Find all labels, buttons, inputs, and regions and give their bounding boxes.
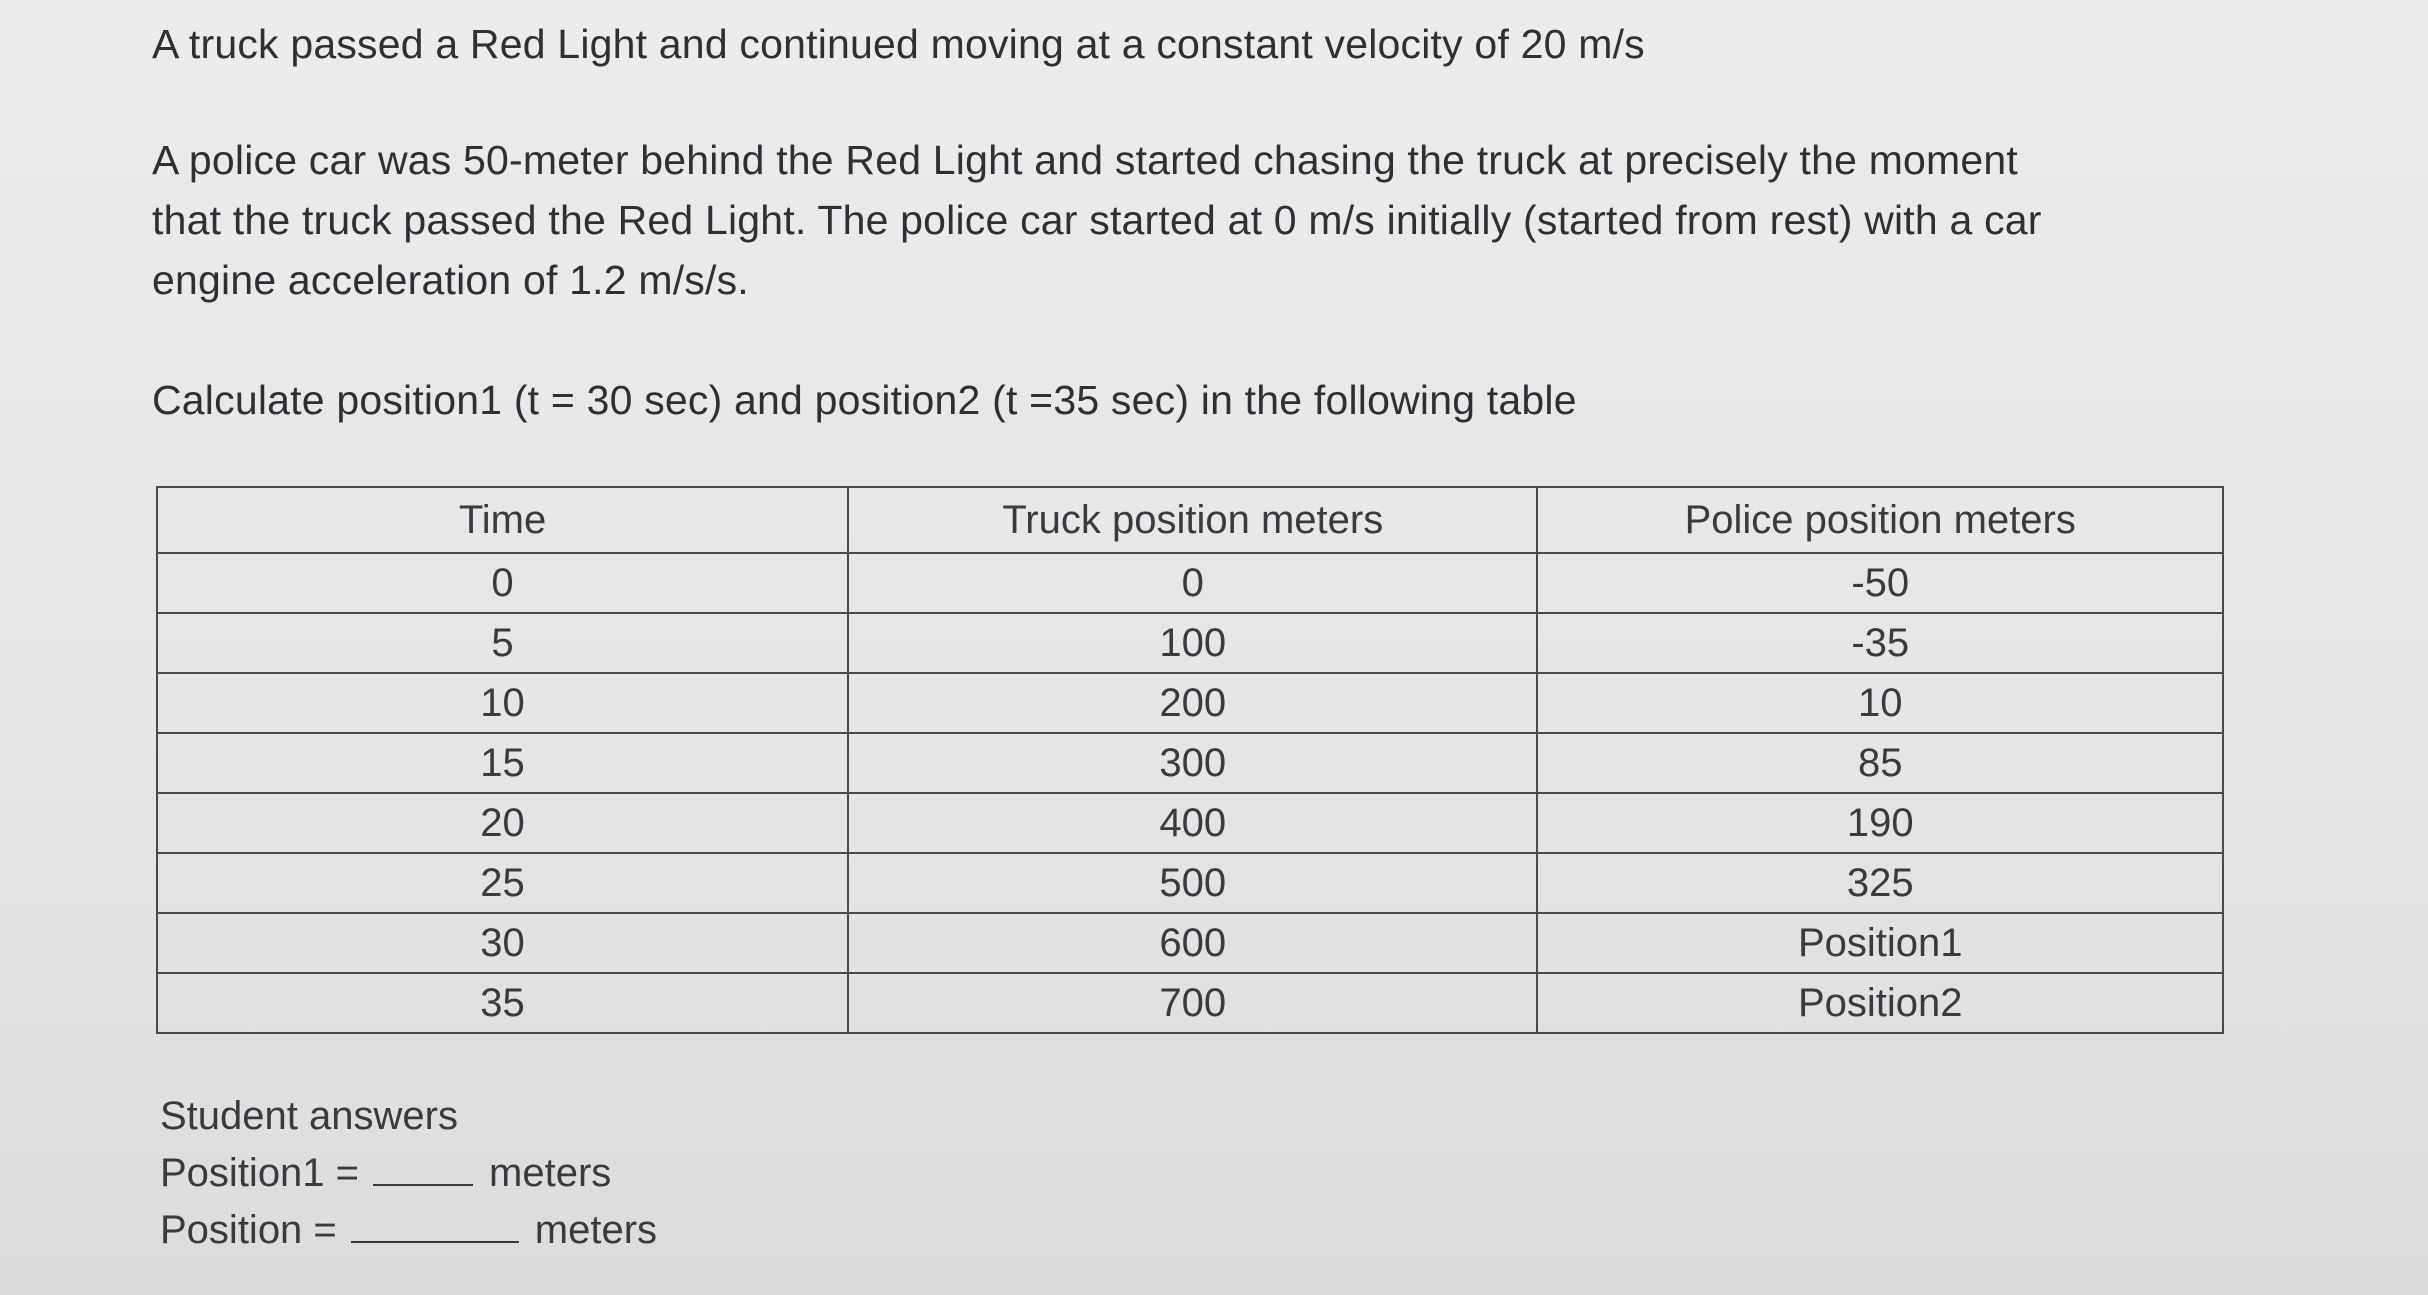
header-police-position: Police position meters — [1537, 487, 2223, 553]
police-position-cell: Position1 — [1537, 913, 2223, 973]
police-text-line: engine acceleration of 1.2 m/s/s. — [152, 257, 749, 303]
instruction-text: Calculate position1 (t = 30 sec) and position2 (t =35 sec) in the following table — [152, 377, 1577, 423]
position-table — [156, 486, 2224, 1034]
truck-position-cell: 300 — [848, 733, 1537, 793]
time-cell: 0 — [157, 553, 848, 613]
police-position-cell: 190 — [1537, 793, 2223, 853]
table-row — [157, 553, 2223, 613]
table-row — [157, 853, 2223, 913]
truck-position-cell: 600 — [848, 913, 1537, 973]
table-row — [157, 673, 2223, 733]
answers-heading: Student answers — [160, 1094, 458, 1138]
time-cell: 5 — [157, 613, 848, 673]
police-position-cell: Position2 — [1537, 973, 2223, 1033]
police-position-cell: 325 — [1537, 853, 2223, 913]
time-cell: 35 — [157, 973, 848, 1033]
police-position-cell: -50 — [1537, 553, 2223, 613]
police-position-cell: 85 — [1537, 733, 2223, 793]
time-cell: 10 — [157, 673, 848, 733]
position2-label: Position = — [160, 1208, 337, 1252]
position1-blank[interactable] — [373, 1144, 473, 1186]
table-header-row — [157, 487, 2223, 553]
problem-statement-truck: A truck passed a Red Light and continued moving at a constant velocity of 20 m/s — [152, 21, 1645, 67]
time-cell: 20 — [157, 793, 848, 853]
answer-line-position1 — [160, 1144, 657, 1201]
position1-label: Position1 = — [160, 1151, 360, 1195]
header-truck-position: Truck position meters — [848, 487, 1537, 553]
problem-statement-police — [152, 130, 2042, 310]
truck-position-cell: 0 — [848, 553, 1537, 613]
table-row — [157, 613, 2223, 673]
truck-position-cell: 400 — [848, 793, 1537, 853]
truck-position-cell: 500 — [848, 853, 1537, 913]
position1-unit: meters — [489, 1151, 612, 1195]
table-row — [157, 973, 2223, 1033]
police-text-line: A police car was 50-meter behind the Red Light and started chasing the truck at precisely the moment — [152, 137, 2019, 183]
truck-position-cell: 200 — [848, 673, 1537, 733]
time-cell: 30 — [157, 913, 848, 973]
position2-unit: meters — [534, 1208, 658, 1252]
position2-blank[interactable] — [351, 1201, 519, 1243]
time-cell: 15 — [157, 733, 848, 793]
police-position-cell: -35 — [1537, 613, 2223, 673]
police-text-line: that the truck passed the Red Light. The police car started at 0 m/s initially (started from rest) with a car — [152, 197, 2042, 243]
student-answers-section — [160, 1088, 657, 1258]
table-row — [157, 913, 2223, 973]
police-position-cell: 10 — [1537, 673, 2223, 733]
time-cell: 25 — [157, 853, 848, 913]
truck-position-cell: 100 — [848, 613, 1537, 673]
table-row — [157, 733, 2223, 793]
answer-line-position2 — [160, 1201, 657, 1258]
table-row — [157, 793, 2223, 853]
header-time: Time — [157, 487, 848, 553]
truck-position-cell: 700 — [848, 973, 1537, 1033]
